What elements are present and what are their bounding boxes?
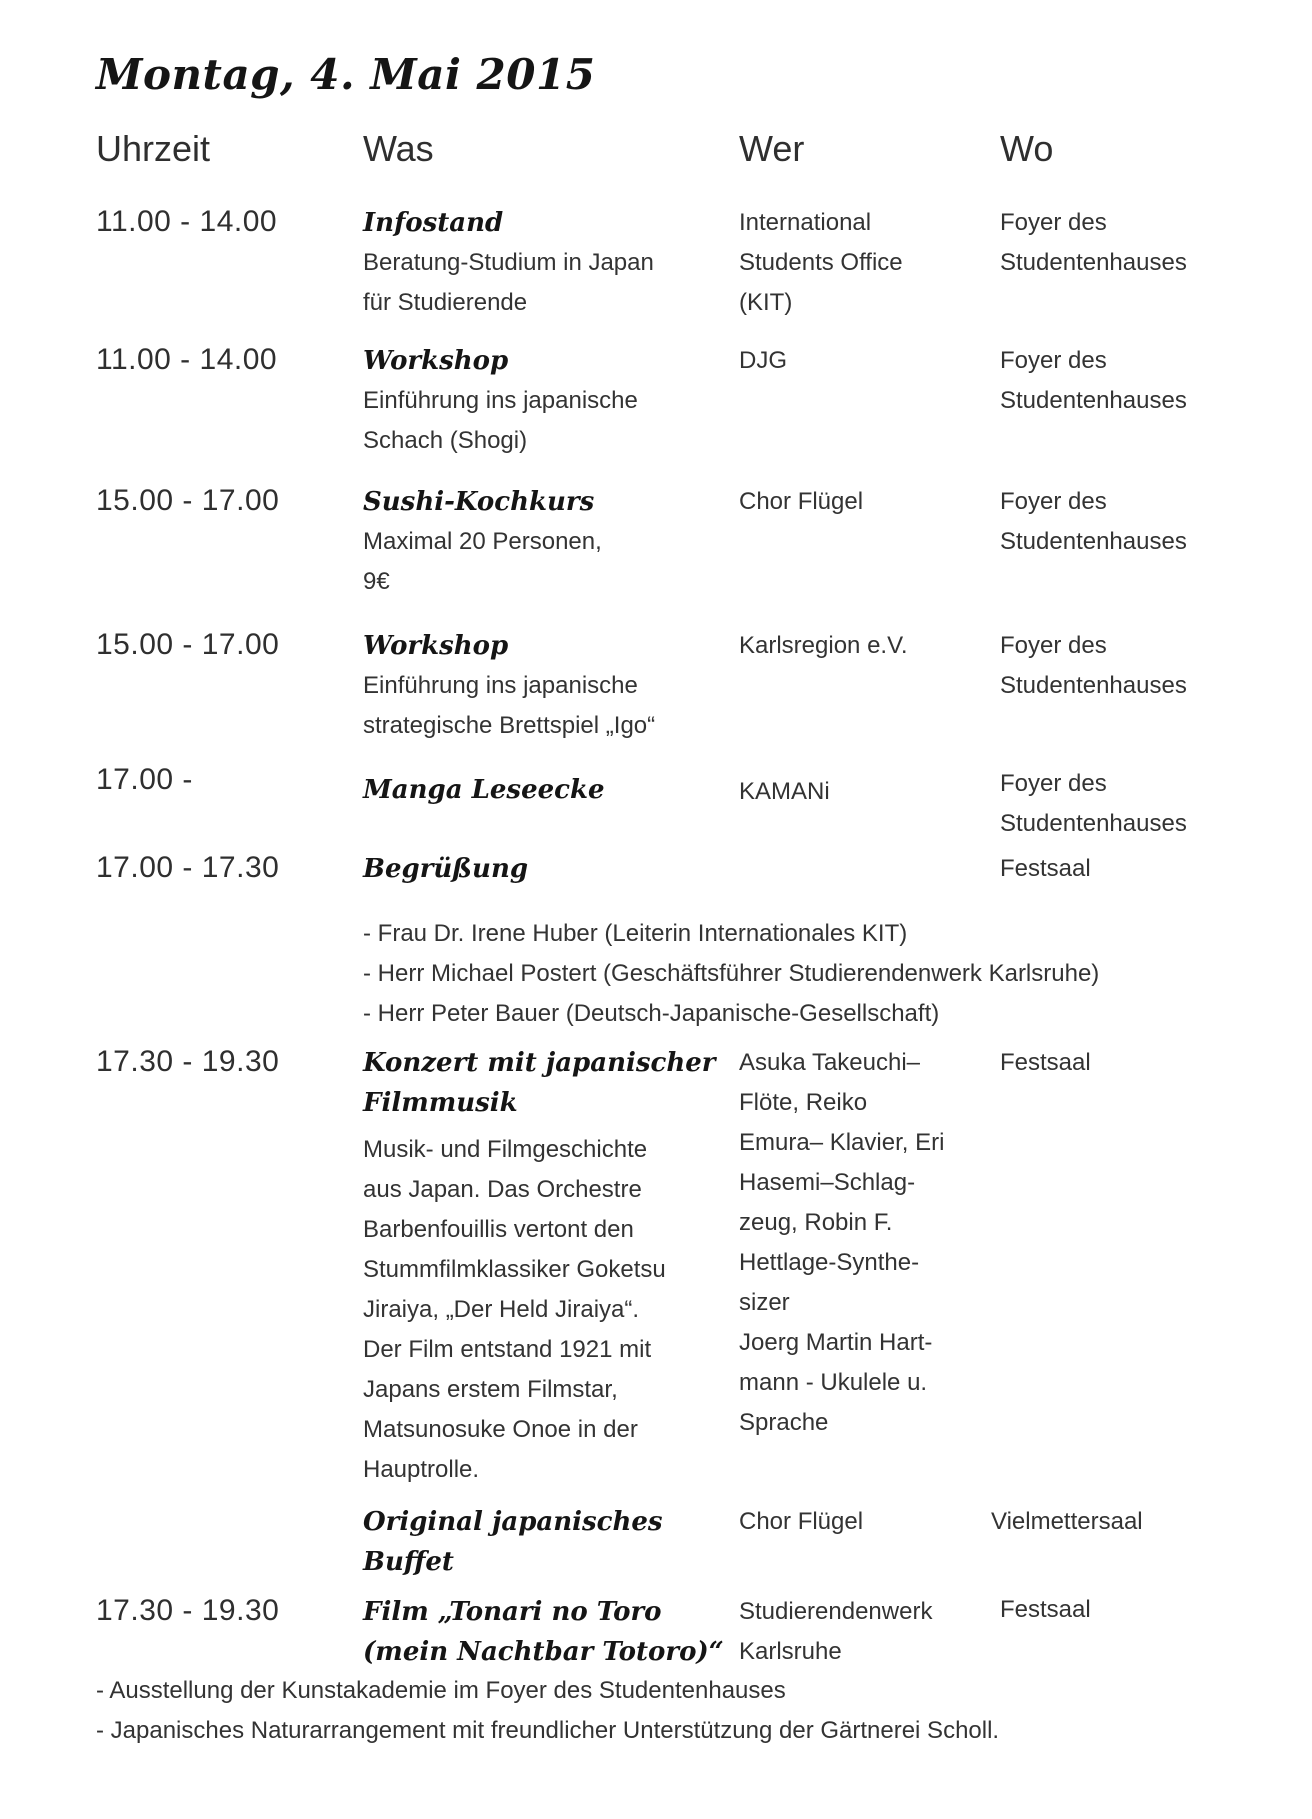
event-host: Karlsregion e.V. [739, 632, 908, 659]
event-description: Einführung ins japanische Schach (Shogi) [363, 387, 638, 454]
event-title: Workshop [363, 631, 509, 661]
event-description: Maximal 20 Personen, 9€ [363, 528, 602, 595]
event-host: DJG [739, 347, 787, 374]
event-location: Festsaal [1000, 1049, 1091, 1076]
event-description: Musik- und Filmgeschichte aus Japan. Das Orchestre Barbenfouillis vertont den Stummfilmklassiker Goketsu Jiraiya, „Der Held Jiraiya“. Der Film entstand 1921 mit Japans erstem Filmstar, Matsunosuke Onoe in der Hauptrolle. [363, 1136, 666, 1483]
event-time: 17.30 - 19.30 [96, 1045, 280, 1078]
footnote: - Ausstellung der Kunstakademie im Foyer des Studentenhauses [96, 1677, 786, 1704]
event-time: 11.00 - 14.00 [96, 343, 278, 376]
event-location: Vielmettersaal [991, 1508, 1143, 1535]
event-title: Manga Leseecke [363, 775, 605, 805]
header-time: Uhrzeit [96, 128, 211, 169]
event-time: 17.00 - [96, 763, 193, 796]
event-location: Foyer des Studentenhauses [1000, 770, 1187, 837]
header-what: Was [363, 128, 434, 169]
event-location: Foyer des Studentenhauses [1000, 632, 1187, 699]
event-host: Asuka Takeuchi– Flöte, Reiko Emura– Klavier, Eri Hasemi–Schlag- zeug, Robin F. Hettlage-Synthe- sizer Joerg Martin Hart- mann - Ukulele u. Sprache [739, 1049, 945, 1436]
event-time: 17.30 - 19.30 [96, 1594, 280, 1627]
greeting-item: - Herr Michael Postert (Geschäftsführer Studierendenwerk Karlsruhe) [363, 960, 1100, 987]
footnote: - Japanisches Naturarrangement mit freundlicher Unterstützung der Gärtnerei Scholl. [96, 1717, 1000, 1744]
event-host: International Students Office (KIT) [739, 209, 903, 316]
event-title: Workshop [363, 346, 509, 376]
event-location: Foyer des Studentenhauses [1000, 488, 1187, 555]
event-time: 15.00 - 17.00 [96, 484, 280, 517]
event-location: Foyer des Studentenhauses [1000, 347, 1187, 414]
event-description: Einführung ins japanische strategische Brettspiel „Igo“ [363, 672, 656, 739]
event-title: Konzert mit japanischer Filmmusik [363, 1048, 716, 1118]
event-host: KAMANi [739, 778, 830, 805]
event-title: Begrüßung [363, 854, 529, 884]
event-time: 11.00 - 14.00 [96, 205, 278, 238]
event-title: Film „Tonari no Toro (mein Nachtbar Totoro)“ [363, 1597, 724, 1667]
greeting-item: - Frau Dr. Irene Huber (Leiterin Internationales KIT) [363, 920, 908, 947]
header-who: Wer [739, 128, 805, 169]
event-title: Sushi-Kochkurs [363, 487, 595, 517]
event-description: Beratung-Studium in Japan für Studierende [363, 249, 654, 316]
event-location: Festsaal [1000, 1596, 1091, 1623]
header-where: Wo [1000, 128, 1054, 169]
event-host: Studierendenwerk Karlsruhe [739, 1598, 933, 1665]
event-location: Festsaal [1000, 855, 1091, 882]
event-time: 17.00 - 17.30 [96, 851, 280, 884]
event-host: Chor Flügel [739, 1508, 864, 1535]
event-time: 15.00 - 17.00 [96, 628, 280, 661]
event-location: Foyer des Studentenhauses [1000, 209, 1187, 276]
event-title: Infostand [363, 208, 504, 238]
event-host: Chor Flügel [739, 488, 864, 515]
greeting-item: - Herr Peter Bauer (Deutsch-Japanische-Gesellschaft) [363, 1000, 940, 1027]
page-title: Montag, 4. Mai 2015 [96, 50, 596, 99]
event-title: Original japanisches Buffet [363, 1507, 663, 1577]
